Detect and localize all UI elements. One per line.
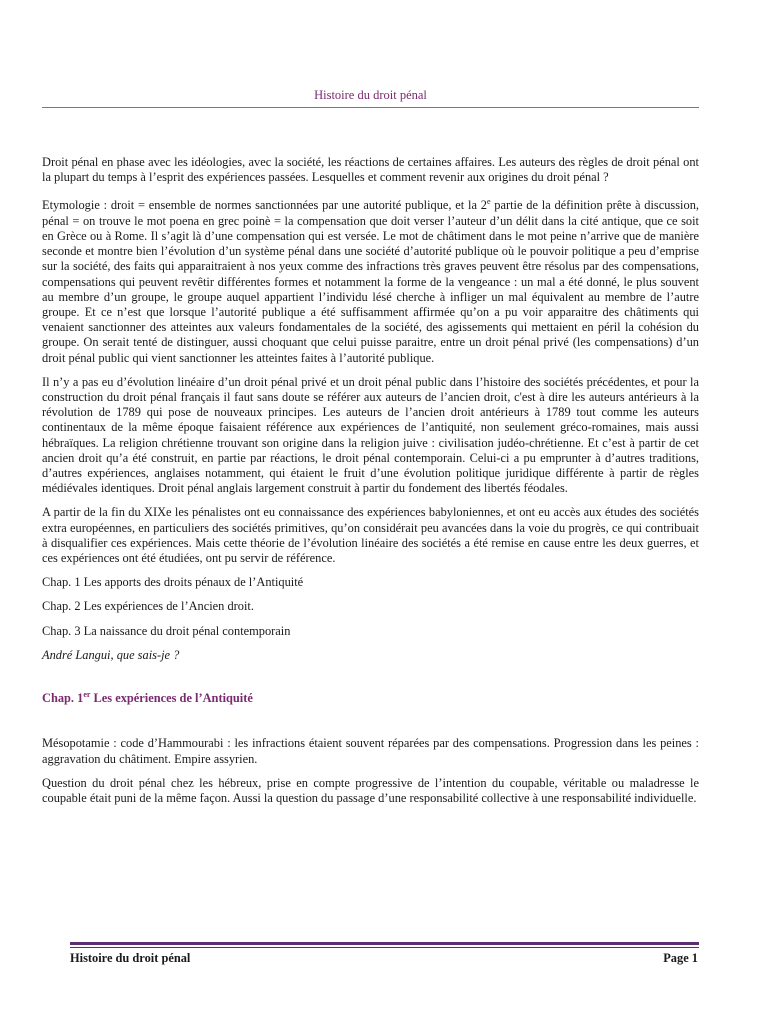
chapter-2-line: Chap. 2 Les expériences de l’Ancien droit.	[42, 599, 254, 614]
document-body	[42, 155, 699, 815]
header-divider	[42, 107, 699, 108]
chapter-1-line: Chap. 1 Les apports des droits pénaux de l’Antiquité	[42, 575, 304, 590]
reference-line: André Langui, que sais-je ?	[42, 647, 180, 662]
mesopotamia-paragraph: Mésopotamie : code d’Hammourabi : les infractions étaient souvent réparées par des compensations. Progression dans les peines : aggravation du châtiment. Empire assyrien.	[42, 736, 699, 766]
footer-divider-thin	[70, 947, 699, 948]
evolution-paragraph: Il n’y a pas eu d’évolution linéaire d’un droit pénal privé et un droit pénal public dans l’histoire des sociétés précédentes, et pour la construction du droit pénal français il faut sans doute se référer aux auteurs de l’ancien droit, c'est à dire les auteurs antérieurs à la révolution de 1789 qui pose de nouveaux principes. Les auteurs de l’ancien droit antérieurs à 1789 tout comme les auteurs continentaux de la même époque faisaient référence aux expériences de l’antiquité, non seulement gréco-romaines, mais aussi hébraïques. La religion chrétienne trouvant son origine dans la religion juive : civilisation judéo-chrétienne. Et c’est à partir de cet ancien droit qu’a été construit, en partie par réactions, le droit pénal contemporain. Celui-ci a pu emprunter à d’autres traditions, d’autres expériences, anglaises notamment, qui étaient le fruit d’une évolution politique juridique différente à partir de règles médiévales identiques. Droit pénal anglais largement construit à partir du fondement des libertés féodales.	[42, 374, 699, 496]
section-sup: er	[83, 690, 91, 700]
footer-divider-thick	[70, 942, 699, 945]
page-header: Histoire du droit pénal	[314, 88, 427, 102]
section-heading: Chap. 1er Les expériences de l’Antiquité	[42, 690, 253, 706]
section-title: Les expériences de l’Antiquité	[90, 691, 253, 706]
chapter-3-line: Chap. 3 La naissance du droit pénal contemporain	[42, 623, 291, 638]
page-number: Page 1	[663, 951, 698, 965]
section-prefix: Chap.	[42, 691, 75, 706]
intro-paragraph: Droit pénal en phase avec les idéologies, avec la société, les réactions de certaines affaires. Les auteurs des règles de droit pénal ont la plupart du temps à l’esprit des expériences passées. Lesquelles et comment revenir aux origines du droit pénal ?	[42, 155, 699, 185]
etymology-paragraph: Etymologie : droit = ensemble de normes sanctionnées par une autorité publique, et la 2e partie de la définition prête à discussion, pénal = on trouve le mot poena en grec poinè = la compensation que doit verser l’auteur d’un délit dans la cité antique, que ce soit en Grèce ou à Rome. Il s’agit là d’une compensation qui est versée. Le mot de châtiment dans le mot peine n’arrive que de manière seconde et montre bien l’évolution d’un système pénal dans une société d’autorité publique où le pouvoir politique a peu d’emprise sur la société, des faits qui apparaitraient à nos yeux comme des infractions très graves peuvent être résolus par des compensations, compensations qui peuvent revêtir différentes formes et notamment la forme de la vengeance : un mal a été donné, le plus souvent au membre d’un groupe, le groupe auquel appartient l’individu lésé cherche à infliger un mal équivalent au membre de l’autre groupe. Et ce n’est que lorsque l’autorité publique a été suffisamment affirmée qu’on a pu voir apparaitre des châtiments qui venaient sanctionner des atteintes aux valeurs fondamentales de la société, des agissements qui mettaient en péril la cohésion du groupe. On serait tenté de distinguer, aussi choquant que celui puisse paraitre, entre un droit pénal privé (les compensations) d’un droit pénal public qui vient sanctionner les atteintes faites à l’autorité publique.	[42, 197, 699, 365]
hebrews-paragraph: Question du droit pénal chez les hébreux, prise en compte progressive de l’intention du coupable, véritable ou maladresse le coupable était puni de la même façon. Aussi la question du passage d’une responsabilité collective à une responsabilité individuelle.	[42, 775, 699, 805]
footer-title: Histoire du droit pénal	[70, 951, 191, 965]
nineteenth-century-paragraph: A partir de la fin du XIXe les pénalistes ont eu connaissance des expériences babyloniennes, et ont eu accès aux études des sociétés extra européennes, en particuliers des sociétés primitives, qu’on considérait peu avancées dans la voie du progrès, ce qui contribuait à disqualifier ces expériences. Mais cette théorie de l’évolution linéaire des sociétés a été remise en cause entre les deux guerres, et ces expériences ont été étudiées, ont pu servir de référence.	[42, 505, 699, 565]
